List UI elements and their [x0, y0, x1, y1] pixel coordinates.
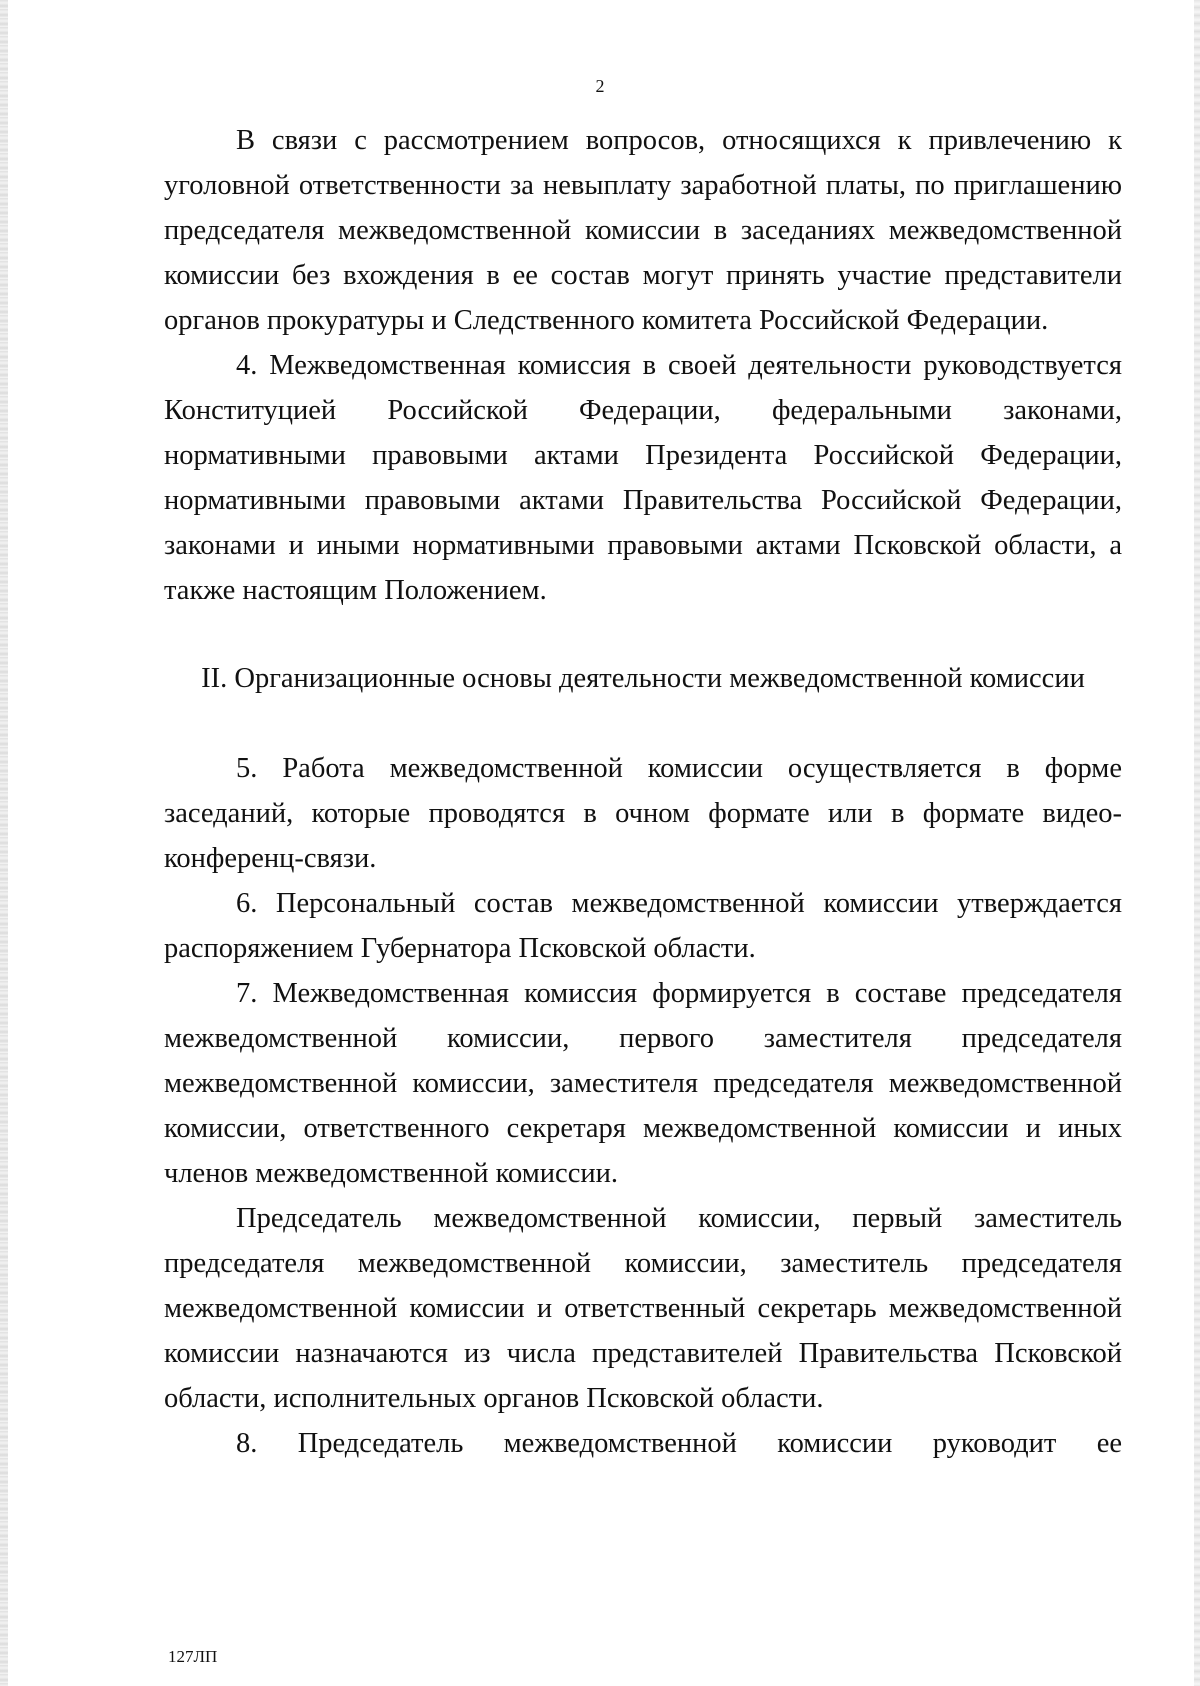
paragraph-item-7: 7. Межведомственная комиссия формируется в составе председателя межведомственной комиссии, первого заместителя председателя межведомственной комиссии, заместителя председателя межведомственной комиссии, ответственного секретаря межведомственной комиссии и иных членов межведомственной комиссии.: [164, 978, 1122, 1189]
footer-document-code: 127ЛП: [168, 1647, 218, 1666]
scan-edge-left: [0, 0, 8, 1686]
page-number: 2: [595, 76, 605, 96]
scan-edge-right: [1194, 0, 1200, 1686]
document-body: [164, 118, 1122, 1466]
paragraph-prosecution-participation: В связи с рассмотрением вопросов, относящихся к привлечению к уголовной ответственности за невыплату заработной платы, по приглашению председателя межведомственной комиссии в заседаниях межведомственной комиссии без вхождения в ее состав могут принять участие представители органов прокуратуры и Следственного комитета Российской Федерации.: [164, 125, 1122, 336]
paragraph-chairman-appointment: Председатель межведомственной комиссии, первый заместитель председателя межведомственной комиссии, заместитель председателя межведомственной комиссии и ответственный секретарь межведомственной комиссии назначаются из числа представителей Правительства Псковской области, исполнительных органов Псковской области.: [164, 1203, 1122, 1414]
paragraph-item-5: 5. Работа межведомственной комиссии осуществляется в форме заседаний, которые проводятся в очном формате или в формате видео-конференц-связи.: [164, 753, 1122, 874]
paragraph-item-4: 4. Межведомственная комиссия в своей деятельности руководствуется Конституцией Российской Федерации, федеральными законами, нормативными правовыми актами Президента Российской Федерации, нормативными правовыми актами Правительства Российской Федерации, законами и иными нормативными правовыми актами Псковской области, а также настоящим Положением.: [164, 350, 1122, 606]
section-heading: II. Организационные основы деятельности межведомственной комиссии: [201, 663, 1085, 694]
paragraph-item-6: 6. Персональный состав межведомственной комиссии утверждается распоряжением Губернатора Псковской области.: [164, 888, 1122, 964]
paragraph-item-8: 8. Председатель межведомственной комиссии руководит ее: [236, 1428, 1122, 1459]
